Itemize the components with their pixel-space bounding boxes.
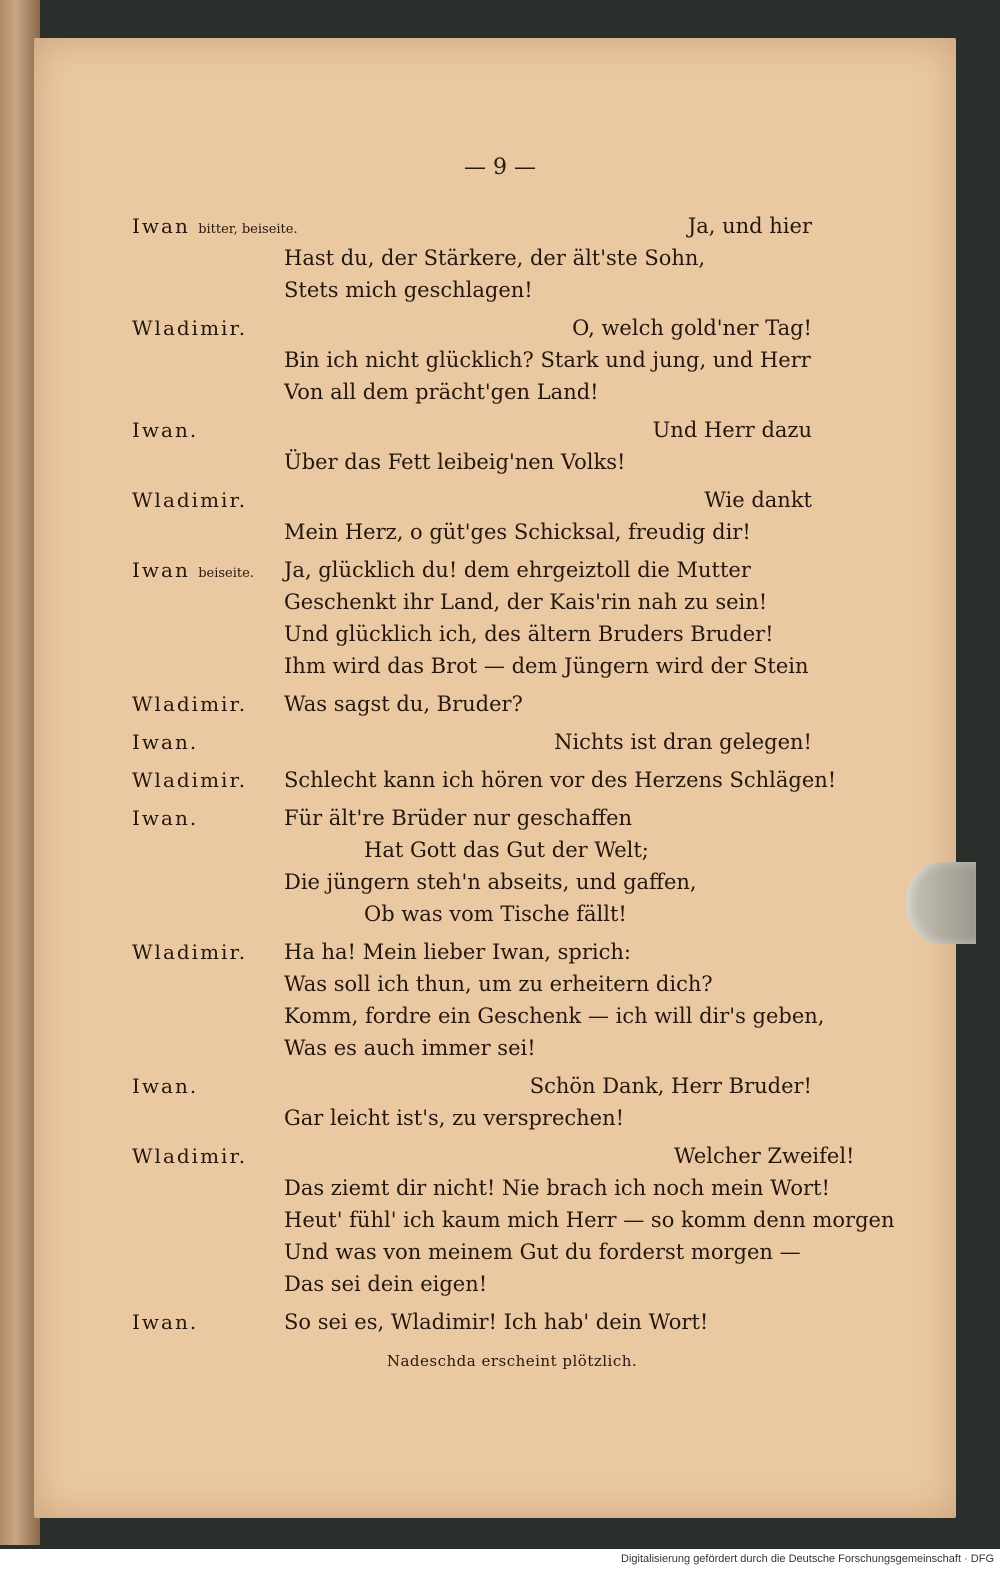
speech [132,484,852,548]
verse-line: Und was von meinem Gut du forderst morgen — [284,1240,801,1264]
verse-line: Das sei dein eigen! [284,1272,488,1296]
speaker-name [132,312,284,408]
speech-lines [284,936,852,1064]
speaker-name [132,936,284,1064]
verse-line: Komm, fordre ein Geschenk — ich will dir's geben, [284,1004,825,1028]
speech [132,688,852,720]
verse-line: Nichts ist dran gelegen! [554,730,812,754]
speech [132,1140,895,1300]
speech-lines [284,554,852,682]
speech-lines [284,312,852,408]
speaker-direction: beiseite. [198,566,254,581]
verse-line: Geschenkt ihr Land, der Kais'rin nah zu sein! [284,590,768,614]
speaker-label: Iwan. [132,1074,199,1098]
verse-line: Was sagst du, Bruder? [284,692,523,716]
speaker-label: Iwan. [132,730,199,754]
verse-line: Von all dem prächt'gen Land! [284,380,599,404]
verse-line: Ihm wird das Brot — dem Jüngern wird der Stein [284,654,809,678]
page-clip [906,862,976,944]
speech-lines [284,726,852,758]
speaker-label: Wladimir. [132,1144,248,1168]
verse-line: So sei es, Wladimir! Ich hab' dein Wort! [284,1310,709,1334]
speech [132,1070,852,1134]
speaker-label: Wladimir. [132,316,248,340]
stage-direction: Nadeschda erscheint plötzlich. [386,1352,638,1370]
speech-lines [284,1306,852,1338]
verse-line: Das ziemt dir nicht! Nie brach ich noch mein Wort! [284,1176,830,1200]
verse-line: Stets mich geschlagen! [284,278,533,302]
speaker-label: Iwan [132,558,190,582]
verse-line: Welcher Zweifel! [673,1144,855,1168]
speaker-direction: bitter, beiseite. [198,222,298,237]
speaker-name [132,726,284,758]
speaker-label: Wladimir. [132,692,248,716]
verse-line: Und glücklich ich, des ältern Bruders Bruder! [284,622,774,646]
verse-line: Die jüngern steh'n abseits, und gaffen, [284,870,697,894]
verse-line: Heut' fühl' ich kaum mich Herr — so komm denn morgen [284,1208,895,1232]
speech-lines [284,764,852,796]
verse-line: Was soll ich thun, um zu erheitern dich? [284,972,713,996]
digitization-credit: Digitalisierung gefördert durch die Deutsche Forschungsgemeinschaft · DFG [621,1553,994,1565]
verse-line: Hat Gott das Gut der Welt; [364,838,649,862]
verse-line: Bin ich nicht glücklich? Stark und jung, und Herr [284,348,811,372]
speech [132,210,852,306]
speech [132,764,852,796]
verse-line: O, welch gold'ner Tag! [572,316,812,340]
speech-lines [284,210,852,306]
speaker-label: Wladimir. [132,768,248,792]
speaker-name [132,1070,284,1134]
speech [132,414,852,478]
verse-line: Was es auch immer sei! [284,1036,536,1060]
speech [132,554,852,682]
verse-line: Schön Dank, Herr Bruder! [529,1074,812,1098]
speaker-name [132,802,284,930]
speaker-label: Wladimir. [132,488,248,512]
speech [132,802,852,930]
speaker-name [132,1306,284,1338]
verse-line: Über das Fett leibeig'nen Volks! [284,450,626,474]
speaker-name [132,764,284,796]
speaker-name [132,688,284,720]
speaker-name [132,1140,284,1300]
speaker-name [132,554,284,682]
verse-line: Schlecht kann ich hören vor des Herzens Schlägen! [284,768,837,792]
speaker-name [132,484,284,548]
speech [132,726,852,758]
speaker-label: Iwan [132,214,190,238]
speaker-label: Iwan. [132,1310,199,1334]
speech [132,936,852,1064]
speaker-label: Iwan. [132,806,199,830]
speaker-label: Iwan. [132,418,199,442]
speech-lines [284,688,852,720]
verse-line: Und Herr dazu [652,418,812,442]
speech-lines [284,1140,895,1300]
speech [132,312,852,408]
speech-lines [284,484,852,548]
verse-line: Ha ha! Mein lieber Iwan, sprich: [284,940,631,964]
speech-lines [284,802,852,930]
verse-line: Hast du, der Stärkere, der ält'ste Sohn, [284,246,706,270]
verse-line: Ja, glücklich du! dem ehrgeiztoll die Mutter [284,558,751,582]
speech [132,1306,852,1338]
verse-line: Für ält're Brüder nur geschaffen [284,806,633,830]
page-number: — 9 — [464,155,536,180]
speaker-name [132,210,298,306]
play-text [132,210,895,1370]
speaker-label: Wladimir. [132,940,248,964]
verse-line: Gar leicht ist's, zu versprechen! [284,1106,625,1130]
speech-lines [284,414,852,478]
verse-line: Ob was vom Tische fällt! [364,902,627,926]
verse-line: Wie dankt [704,488,812,512]
verse-line: Ja, und hier [687,214,812,238]
speech-lines [284,1070,852,1134]
verse-line: Mein Herz, o güt'ges Schicksal, freudig dir! [284,520,751,544]
speaker-name [132,414,284,478]
